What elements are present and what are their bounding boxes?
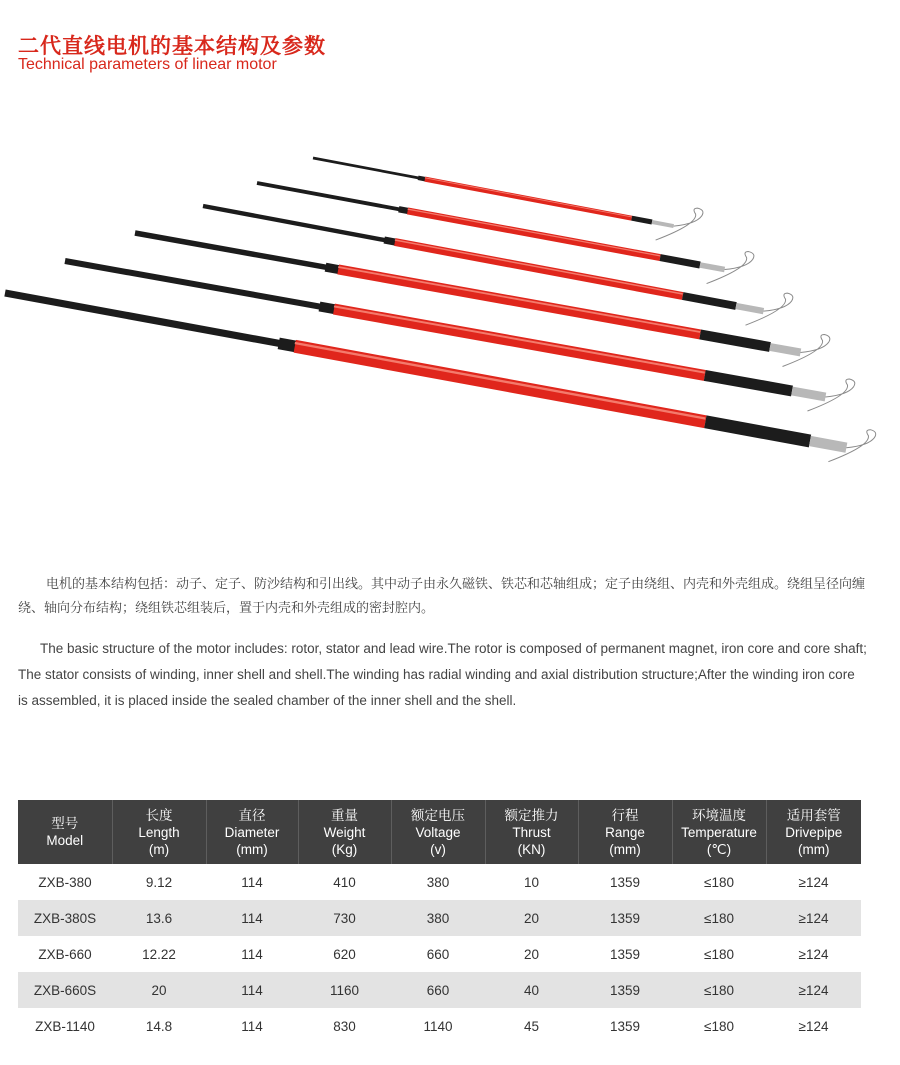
motor-connector — [736, 306, 764, 311]
header-weight: 重量 Weight (Kg) — [298, 800, 391, 864]
cell-model: ZXB-660S — [18, 972, 112, 1008]
table-row — [18, 900, 861, 936]
motor-end-section — [705, 422, 810, 441]
cell-weight: 730 — [298, 900, 391, 936]
header-thrust: 额定推力 Thrust (KN) — [485, 800, 578, 864]
motor-stator-body — [295, 346, 706, 421]
motor-end-section — [705, 375, 792, 391]
cell-thrust: 40 — [485, 972, 578, 1008]
motor-shaft — [135, 233, 338, 269]
cell-length: 13.6 — [112, 900, 206, 936]
cell-range: 1359 — [578, 972, 672, 1008]
motor-connector — [810, 441, 846, 448]
cell-weight: 830 — [333, 1018, 356, 1034]
table-header-row — [18, 800, 861, 864]
cell-length: 12.22 — [142, 946, 176, 962]
header-length: 长度 Length (m) — [112, 800, 206, 864]
cell-model: ZXB-380 — [38, 874, 92, 890]
linear-motor-photo — [0, 140, 900, 510]
cell-weight: 620 — [333, 946, 356, 962]
page-title-en: Technical parameters of linear motor — [18, 56, 277, 73]
cell-temperature: ≤180 — [672, 900, 766, 936]
cell-thrust: 20 — [523, 946, 540, 962]
cell-temperature: ≤180 — [704, 874, 734, 890]
page-title-cn: 二代直线电机的基本结构及参数 — [18, 34, 326, 58]
motor-end-section — [700, 334, 770, 347]
table-row — [18, 972, 861, 1008]
motor-shaft — [257, 183, 408, 211]
cell-voltage: 660 — [391, 972, 485, 1008]
cell-model: ZXB-660 — [38, 946, 92, 962]
cell-voltage: 380 — [391, 900, 485, 936]
cell-range: 1359 — [578, 900, 672, 936]
header-model: 型号 Model — [18, 800, 112, 864]
cell-temperature: ≤180 — [704, 1018, 734, 1034]
motor-end-section — [660, 258, 700, 265]
motor-connector — [792, 391, 825, 397]
cell-drivepipe: ≥124 — [798, 946, 829, 962]
cell-thrust: 10 — [523, 874, 540, 890]
motor-end-section — [683, 296, 736, 306]
motor-shaft — [313, 158, 425, 179]
cell-voltage: 380 — [426, 874, 450, 890]
description-cn: 电机的基本结构包括：动子、定子、防沙结构和引出线。其中动子由永久磁铁、铁芯和芯轴组成；定子由绕组、内壳和外壳组成。绕组呈径向缠绕、轴向分布结构；绕组铁芯组装后，置于内壳和外壳组成的密封腔内。 — [18, 577, 866, 616]
cell-weight: 1160 — [298, 972, 391, 1008]
header-drivepipe: 适用套管 Drivepipe (mm) — [766, 800, 861, 864]
cell-diameter: 114 — [241, 1018, 263, 1034]
motor-stator-body — [425, 179, 632, 218]
table-row — [18, 936, 861, 972]
cell-length: 14.8 — [145, 1018, 173, 1034]
motor-highlight — [425, 178, 632, 217]
cell-drivepipe: ≥124 — [798, 1018, 829, 1034]
cell-diameter: 114 — [206, 972, 298, 1008]
table-row — [18, 864, 861, 900]
cell-model: ZXB-380S — [18, 900, 112, 936]
motor-highlight — [295, 343, 706, 418]
description-en: The basic structure of the motor includes: rotor, stator and lead wire.The rotor is composed of permanent magnet, iron core and core shaft; The stator consists of winding, inner shell and shell.The winding has radial winding and axial distribution structure;After the winding iron core is assembled, it is placed inside the sealed chamber of the inner shell and the shell. — [18, 641, 867, 708]
cell-diameter: 114 — [206, 900, 298, 936]
motor-shaft — [65, 261, 334, 309]
cell-length: 20 — [112, 972, 206, 1008]
cell-thrust: 45 — [523, 1018, 540, 1034]
cell-model: ZXB-1140 — [35, 1018, 95, 1034]
cell-weight: 410 — [333, 874, 356, 890]
motor-shaft — [203, 206, 395, 242]
cell-diameter: 114 — [241, 874, 263, 890]
cell-range: 1359 — [609, 874, 641, 890]
cell-drivepipe: ≥124 — [766, 972, 861, 1008]
motor-connector — [652, 222, 674, 226]
motor-connector — [700, 265, 725, 270]
cell-voltage: 1140 — [423, 1018, 453, 1034]
table-row — [18, 1008, 861, 1044]
motor-connector — [770, 347, 801, 352]
cell-voltage: 660 — [426, 946, 450, 962]
cell-drivepipe: ≥124 — [798, 874, 829, 890]
cell-range: 1359 — [609, 1018, 641, 1034]
cell-temperature: ≤180 — [704, 946, 734, 962]
cell-length: 9.12 — [145, 874, 173, 890]
cell-temperature: ≤180 — [672, 972, 766, 1008]
cell-drivepipe: ≥124 — [766, 900, 861, 936]
cell-diameter: 114 — [241, 946, 263, 962]
cell-thrust: 20 — [485, 900, 578, 936]
motor-shaft — [5, 293, 295, 346]
header-voltage: 额定电压 Voltage (v) — [391, 800, 485, 864]
motor-end-section — [632, 218, 652, 222]
header-range: 行程 Range (mm) — [578, 800, 672, 864]
header-temperature: 环境温度 Temperature (℃) — [672, 800, 766, 864]
cell-range: 1359 — [609, 946, 641, 962]
spec-table — [18, 800, 861, 1044]
header-diameter: 直径 Diameter (mm) — [206, 800, 298, 864]
